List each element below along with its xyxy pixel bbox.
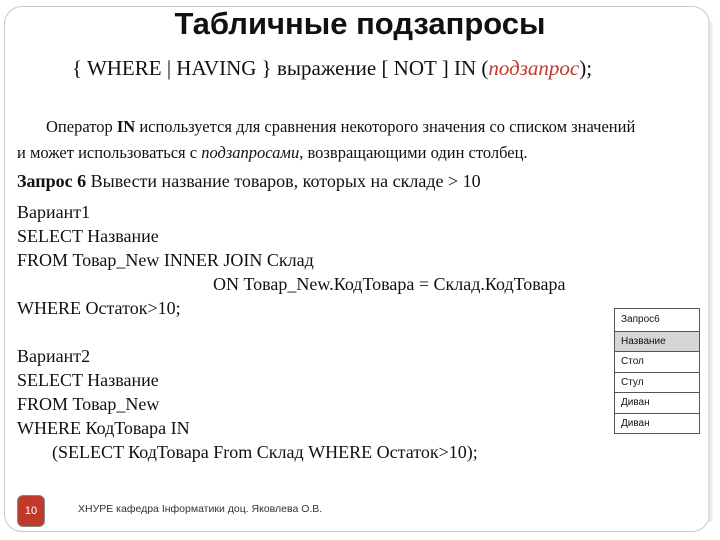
slide-edge-shadow <box>708 22 714 522</box>
desc-subqueries: подзапросами <box>201 143 300 162</box>
syntax-open: { WHERE | HAVING } выражение [ NOT ] IN ( <box>72 56 489 80</box>
syntax-close: ); <box>579 56 593 80</box>
page-number-badge: 10 <box>17 495 45 527</box>
variant2-select: SELECT Название <box>17 370 159 390</box>
variant2-from: FROM Товар_New <box>17 394 160 414</box>
syntax-line <box>72 56 592 81</box>
description-line-1 <box>46 117 635 137</box>
slide-title: Табличные подзапросы <box>174 6 546 41</box>
variant1-from: FROM Товар_New INNER JOIN Склад <box>17 250 314 270</box>
result-table-caption: Запрос6 <box>615 309 699 332</box>
query-task <box>17 171 481 192</box>
variant2-label: Вариант2 <box>17 346 91 366</box>
footer-text: ХНУРЕ кафедра Інформатики доц. Яковлева О.В. <box>78 503 323 515</box>
result-table-row: Стол <box>615 352 699 373</box>
result-table-row: Стул <box>615 373 699 394</box>
variant1-on: ON Товар_New.КодТовара = Склад.КодТовара <box>213 274 566 294</box>
variant1-label: Вариант1 <box>17 202 91 222</box>
syntax-subquery: подзапрос <box>488 56 580 80</box>
result-table-header: Название <box>615 332 699 352</box>
variant2-where: WHERE КодТовара IN <box>17 418 190 438</box>
variant1-where: WHERE Остаток>10; <box>17 298 181 318</box>
desc-text: и может использоваться с <box>17 143 202 162</box>
query-text: Вывести название товаров, которых на складе > 10 <box>86 171 481 191</box>
desc-text: , возвращающими один столбец. <box>299 143 528 162</box>
variant2-subquery: (SELECT КодТовара From Склад WHERE Остаток>10); <box>52 442 478 462</box>
desc-keyword-in: IN <box>116 117 136 136</box>
variant1-select: SELECT Название <box>17 226 159 246</box>
desc-text: Оператор <box>46 117 117 136</box>
result-table-row: Диван <box>621 417 650 429</box>
query-label: Запрос 6 <box>17 171 87 191</box>
query-result-table <box>614 308 700 434</box>
desc-text: используется для сравнения некоторого значения со списком значений <box>135 117 636 136</box>
description-line-2 <box>17 143 528 163</box>
result-table-row: Диван <box>615 393 699 414</box>
